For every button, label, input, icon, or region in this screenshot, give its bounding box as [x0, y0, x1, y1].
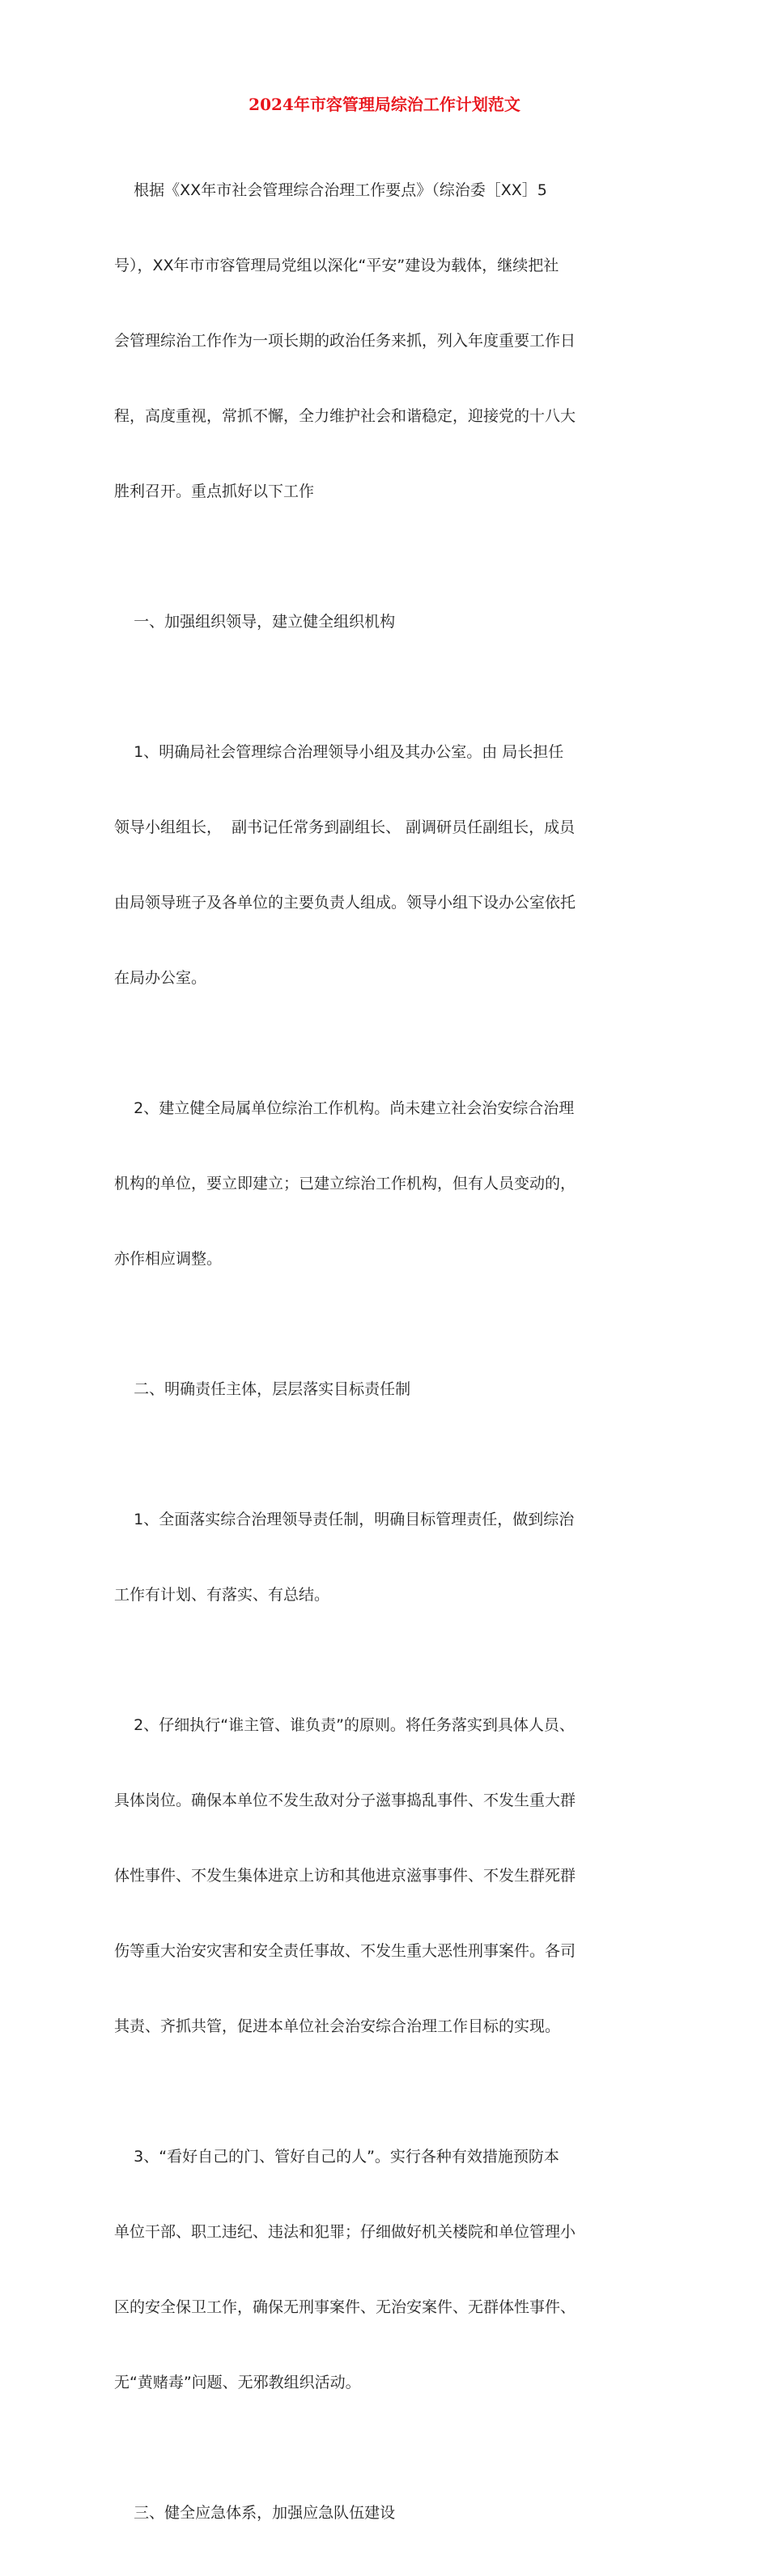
text-line: 伤等重大治安灾害和安全责任事故、不发生重大恶性刑事案件。各司: [114, 1942, 576, 1960]
text-line: 程，高度重视，常抓不懈，全力维护社会和谐稳定，迎接党的十八大: [114, 407, 576, 425]
paragraph-2-3: [114, 2094, 665, 2446]
paragraph-1-1: [114, 690, 665, 1041]
text-line: 具体岗位。确保本单位不发生敌对分子滋事捣乱事件、不发生重大群: [114, 1792, 576, 1809]
text-line: 1、明确局社会管理综合治理领导小组及其办公室。由 局长担任: [114, 743, 564, 761]
text-line: 体性事件、不发生集体进京上访和其他进京滋事事件、不发生群死群: [114, 1867, 576, 1885]
paragraph-2-2: [114, 1663, 665, 2089]
text-line: 领导小组组长， 副书记任常务到副组长、 副调研员任副组长，成员: [114, 818, 576, 836]
text-line: 1、全面落实综合治理领导责任制，明确目标管理责任，做到综治: [114, 1511, 575, 1528]
text-line: 其责、齐抓共管，促进本单位社会治安综合治理工作目标的实现。: [114, 2017, 561, 2035]
text-line: 二、明确责任主体，层层落实目标责任制: [114, 1380, 411, 1398]
text-line: 三、健全应急体系，加强应急队伍建设: [114, 2504, 396, 2522]
text-line: 在局办公室。: [114, 969, 207, 987]
text-line: 胜利召开。重点抓好以下工作: [114, 482, 315, 500]
text-line: 工作有计划、有落实、有总结。: [114, 1586, 330, 1604]
text-line: 2、建立健全局属单位综治工作机构。尚未建立社会治安综合治理: [114, 1099, 575, 1117]
section-heading-3: [114, 2451, 665, 2576]
section-heading-2: [114, 1327, 665, 1452]
text-line: 区的安全保卫工作，确保无刑事案件、无治安案件、无群体性事件、: [114, 2298, 576, 2316]
text-line: 号），XX年市市容管理局党组以深化“平安”建设为载体，继续把社: [114, 257, 559, 274]
document-body: [114, 128, 665, 2576]
section-heading-1: [114, 559, 665, 685]
text-line: 2、仔细执行“谁主管、谁负责”的原则。将任务落实到具体人员、: [114, 1716, 575, 1734]
text-line: 机构的单位，要立即建立；已建立综治工作机构，但有人员变动的，: [114, 1175, 576, 1192]
text-line: 一、加强组织领导，建立健全组织机构: [114, 613, 396, 631]
paragraph-intro: [114, 128, 665, 555]
text-line: 由局领导班子及各单位的主要负责人组成。领导小组下设办公室依托: [114, 894, 576, 912]
text-line: 根据《XX年市社会管理综合治理工作要点》（综治委［XX］5: [114, 181, 547, 199]
text-line: 无“黄赌毒”问题、无邪教组织活动。: [114, 2374, 361, 2391]
paragraph-2-1: [114, 1457, 665, 1658]
text-line: 亦作相应调整。: [114, 1250, 223, 1268]
text-line: 3、“看好自己的门、管好自己的人”。实行各种有效措施预防本: [114, 2148, 559, 2166]
document-title: 2024年市容管理局综治工作计划范文: [249, 95, 520, 114]
paragraph-1-2: [114, 1046, 665, 1322]
text-line: 单位干部、职工违纪、违法和犯罪；仔细做好机关楼院和单位管理小: [114, 2223, 576, 2241]
text-line: 会管理综治工作作为一项长期的政治任务来抓，列入年度重要工作日: [114, 332, 576, 350]
